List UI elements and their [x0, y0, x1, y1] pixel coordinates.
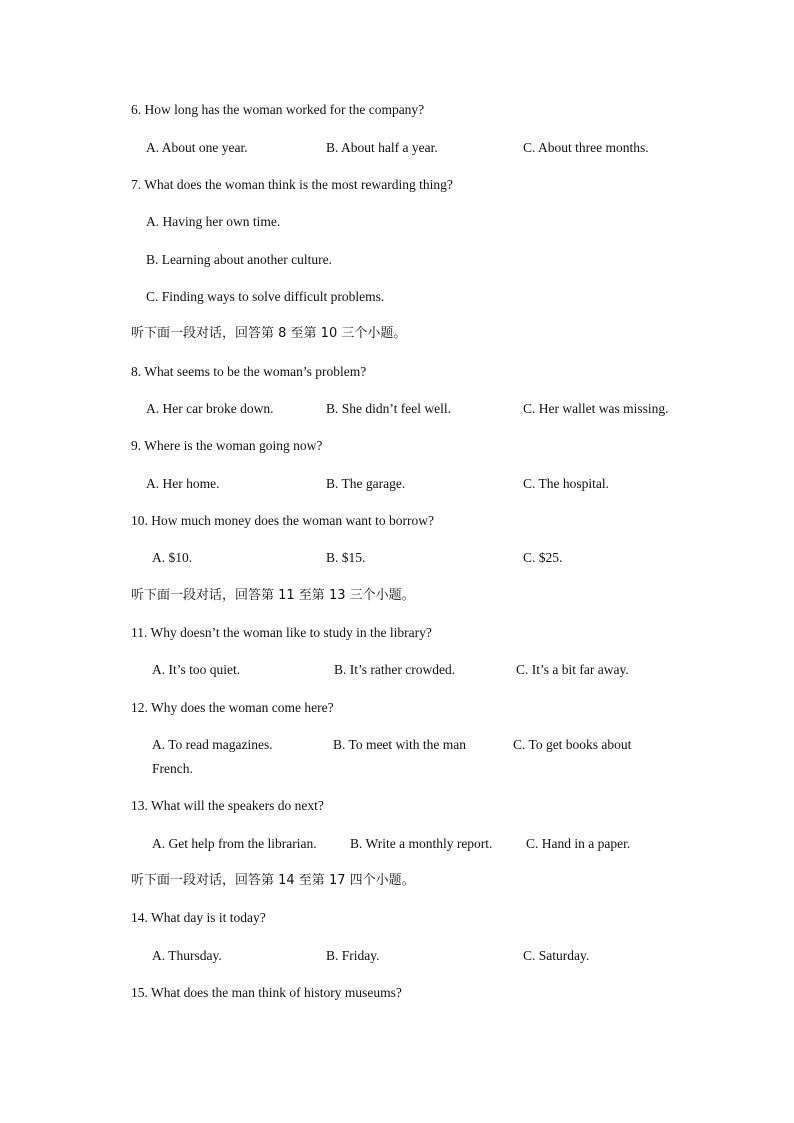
question-9-stem: 9. Where is the woman going now? [131, 438, 323, 453]
question-10-stem: 10. How much money does the woman want to borrow? [131, 513, 434, 528]
q9-option-c: C. The hospital. [523, 476, 609, 491]
question-7-stem: 7. What does the woman think is the most rewarding thing? [131, 177, 453, 192]
q6-option-a: A. About one year. [146, 140, 248, 155]
section-heading-14-17: 听下面一段对话，回答第 14 至第 17 四个小题。 [131, 873, 415, 888]
section-heading-11-13: 听下面一段对话，回答第 11 至第 13 三个小题。 [131, 588, 415, 603]
q10-option-b: B. $15. [326, 550, 366, 565]
q9-option-a: A. Her home. [146, 476, 220, 491]
q12-option-c: C. To get books about [513, 737, 632, 752]
q12-option-a: A. To read magazines. [152, 737, 273, 752]
q14-option-c: C. Saturday. [523, 948, 590, 963]
q7-option-a: A. Having her own time. [146, 214, 281, 229]
q13-option-a: A. Get help from the librarian. [152, 836, 317, 851]
q7-option-c: C. Finding ways to solve difficult problems. [146, 289, 385, 304]
q11-option-c: C. It’s a bit far away. [516, 662, 629, 677]
q8-option-a: A. Her car broke down. [146, 401, 274, 416]
q10-option-c: C. $25. [523, 550, 563, 565]
q13-option-b: B. Write a monthly report. [350, 836, 493, 851]
q6-option-b: B. About half a year. [326, 140, 438, 155]
q11-option-a: A. It’s too quiet. [152, 662, 241, 677]
q6-option-c: C. About three months. [523, 140, 649, 155]
q12-option-b: B. To meet with the man [333, 737, 467, 752]
question-14-stem: 14. What day is it today? [131, 910, 266, 925]
q11-option-b: B. It’s rather crowded. [334, 662, 456, 677]
q14-option-a: A. Thursday. [152, 948, 222, 963]
question-15-stem: 15. What does the man think of history museums? [131, 985, 402, 1000]
q10-option-a: A. $10. [152, 550, 193, 565]
q8-option-c: C. Her wallet was missing. [523, 401, 669, 416]
q7-option-b: B. Learning about another culture. [146, 252, 332, 267]
section-heading-8-10: 听下面一段对话，回答第 8 至第 10 三个小题。 [131, 326, 407, 341]
q13-option-c: C. Hand in a paper. [526, 836, 631, 851]
q8-option-b: B. She didn’t feel well. [326, 401, 451, 416]
q14-option-b: B. Friday. [326, 948, 380, 963]
q9-option-b: B. The garage. [326, 476, 406, 491]
question-12-stem: 12. Why does the woman come here? [131, 700, 334, 715]
question-11-stem: 11. Why doesn’t the woman like to study in the library? [131, 625, 432, 640]
question-6-stem: 6. How long has the woman worked for the company? [131, 102, 425, 117]
question-13-stem: 13. What will the speakers do next? [131, 798, 324, 813]
question-8-stem: 8. What seems to be the woman’s problem? [131, 364, 367, 379]
q12-option-c-continuation: French. [152, 761, 193, 776]
